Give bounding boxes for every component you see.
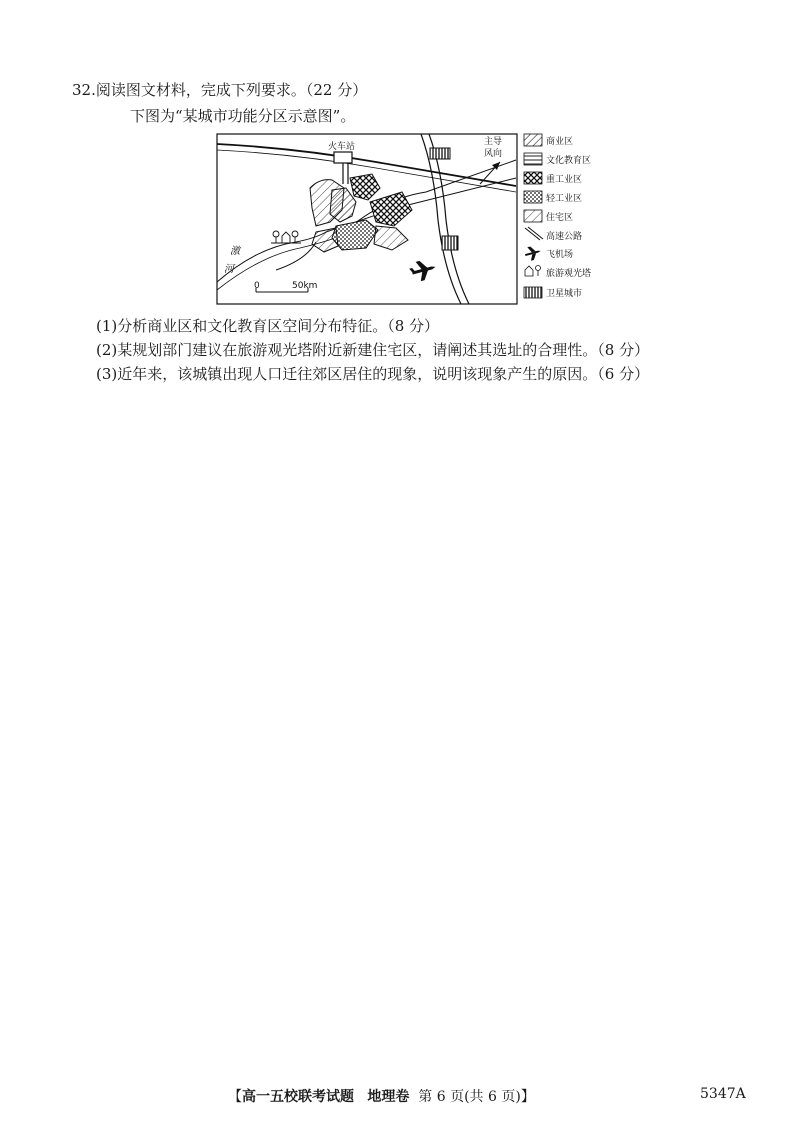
sub-question-2: (2)某规划部门建议在旅游观光塔附近新建住宅区，请阐述其选址的合理性。（8 分）: [96, 341, 650, 359]
scale-zero: 0: [254, 281, 260, 291]
scale-distance: 50km: [292, 281, 318, 291]
river-label-1: 激: [230, 246, 240, 257]
footer-page-number: 第 6 页(共 6 页): [418, 1089, 521, 1105]
satellite-city-north: [430, 148, 450, 159]
train-station-label: 火车站: [328, 142, 356, 152]
footer-close-bracket: 】: [520, 1089, 535, 1105]
question-title: 32.阅读图文材料，完成下列要求。（22 分）: [72, 81, 368, 99]
figure-intro: 下图为“某城市功能分区示意图”。: [130, 107, 356, 125]
satellite-city-east: [442, 236, 458, 250]
legend-culture: 文化教育区: [546, 156, 592, 166]
legend-heavy-industry: 重工业区: [546, 175, 583, 185]
legend-light-industry: 轻工业区: [546, 194, 583, 204]
sub-question-1: (1)分析商业区和文化教育区空间分布特征。（8 分）: [96, 317, 440, 335]
sub-question-3: (3)近年来，该城镇出现人口迁往郊区居住的现象，说明该现象产生的原因。（6 分）: [96, 365, 650, 383]
legend-highway: 高速公路: [546, 232, 583, 242]
page-footer: [228, 1086, 535, 1106]
map-frame: [217, 134, 517, 304]
legend-commercial: 商业区: [546, 137, 574, 147]
footer-exam-title: 高一五校联考试题: [242, 1089, 354, 1105]
legend-satellite-city: 卫星城市: [546, 289, 583, 299]
river-label-2: 河: [224, 264, 234, 275]
footer-subject: 地理卷: [367, 1089, 410, 1105]
map-legend: [523, 134, 591, 299]
footer-open-bracket: 【: [228, 1089, 242, 1105]
city-function-map: [216, 130, 616, 306]
exam-code: 5347A: [700, 1086, 746, 1102]
wind-label-top: 主导: [484, 137, 503, 147]
train-station-icon: [334, 152, 352, 163]
wind-label-bottom: 风向: [484, 149, 503, 159]
legend-airport: 飞机场: [546, 250, 574, 260]
legend-tower: 旅游观光塔: [546, 269, 592, 279]
legend-residential: 住宅区: [546, 213, 574, 223]
